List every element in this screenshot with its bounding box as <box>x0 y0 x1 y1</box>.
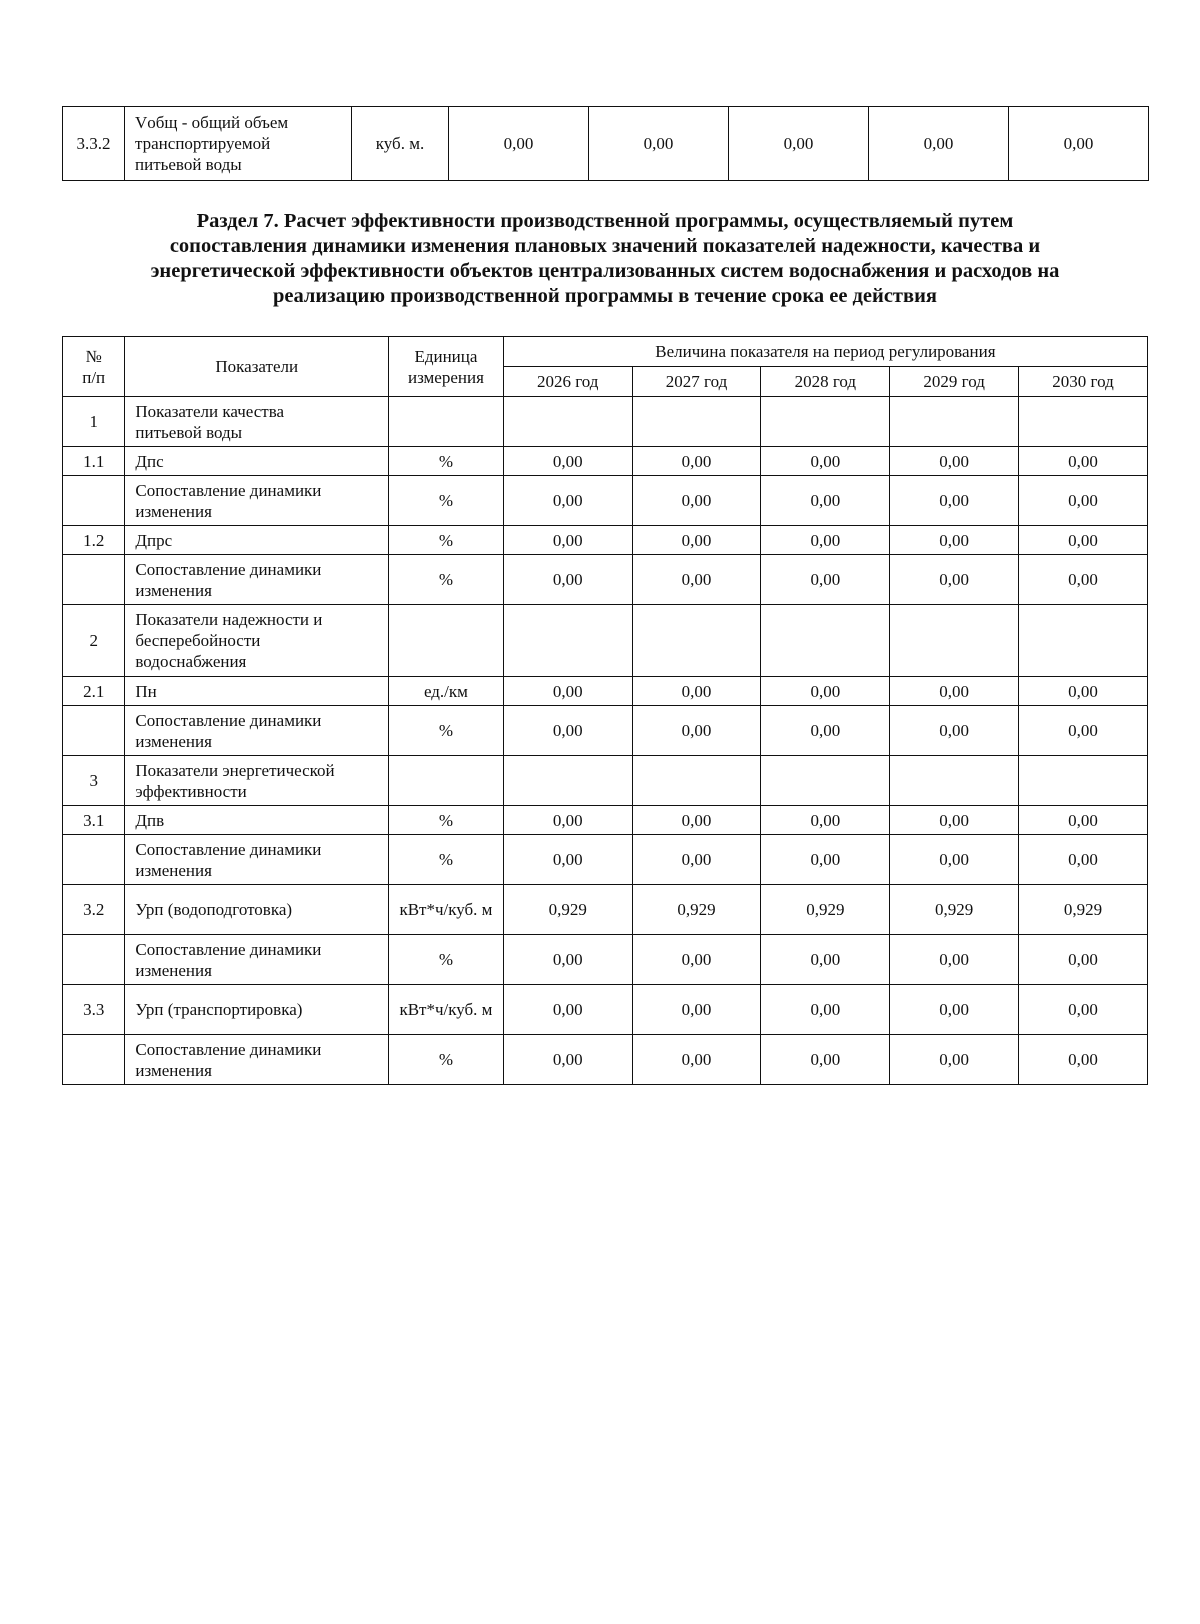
name-line: изменения <box>135 501 212 521</box>
value-cell <box>632 605 761 677</box>
header-indicators: Показатели <box>125 337 389 397</box>
table-row <box>63 476 1148 526</box>
value-cell: 0,929 <box>890 885 1019 935</box>
row-number <box>63 706 125 756</box>
value-cell <box>632 756 761 806</box>
header-line: № <box>85 346 102 366</box>
indicator-name <box>125 885 389 935</box>
value-cell: 0,00 <box>890 555 1019 605</box>
row-number: 3.2 <box>63 885 125 935</box>
name-line: изменения <box>135 580 212 600</box>
name-line: Урп (транспортировка) <box>135 1000 303 1019</box>
value-cell: 0,00 <box>1019 985 1148 1035</box>
value-cell: 0,00 <box>761 677 890 706</box>
header-unit <box>389 337 504 397</box>
name-line: Сопоставление динамики <box>135 480 322 500</box>
value-cell: 0,00 <box>1019 447 1148 476</box>
value-cell: 0,929 <box>761 885 890 935</box>
header-line: Единица <box>414 346 478 366</box>
header-num <box>63 337 125 397</box>
value-cell: 0,00 <box>632 706 761 756</box>
value-cell: 0,00 <box>632 476 761 526</box>
value-cell: 0,00 <box>632 447 761 476</box>
unit-cell: % <box>389 935 504 985</box>
table-row <box>63 835 1148 885</box>
title-line: реализацию производственной программы в течение срока ее действия <box>273 285 937 307</box>
value-cell: 0,00 <box>890 985 1019 1035</box>
unit-cell <box>389 605 504 677</box>
unit-cell <box>389 756 504 806</box>
table-row <box>63 1035 1148 1085</box>
value-cell: 0,00 <box>761 806 890 835</box>
indicator-name <box>125 835 389 885</box>
value-cell: 0,00 <box>503 806 632 835</box>
name-line: Vобщ - общий объем <box>135 113 289 132</box>
name-line: Дпрс <box>135 530 173 550</box>
name-line: эффективности <box>135 781 247 801</box>
value-cell: 0,00 <box>632 985 761 1035</box>
row-number <box>63 835 125 885</box>
row-number: 1.1 <box>63 447 125 476</box>
value-cell: 0,929 <box>1019 885 1148 935</box>
value-cell <box>632 397 761 447</box>
name-line: Дпс <box>135 451 164 471</box>
indicator-name <box>125 985 389 1035</box>
name-line: водоснабжения <box>135 652 247 671</box>
efficiency-table <box>62 336 1148 1085</box>
row-number <box>63 476 125 526</box>
header-period: Величина показателя на период регулирования <box>503 337 1147 367</box>
row-number: 3 <box>63 756 125 806</box>
value-cell: 0,00 <box>869 107 1009 181</box>
value-cell <box>503 397 632 447</box>
title-line: сопоставления динамики изменения плановых значений показателей надежности, качества и <box>169 235 1041 257</box>
value-cell: 0,00 <box>632 526 761 555</box>
header-year: 2026 год <box>503 367 632 397</box>
value-cell: 0,00 <box>761 835 890 885</box>
value-cell: 0,00 <box>1019 555 1148 605</box>
indicator-name <box>125 706 389 756</box>
value-cell <box>761 756 890 806</box>
unit-cell <box>389 397 504 447</box>
row-number: 3.3.2 <box>63 107 125 181</box>
name-line: изменения <box>135 960 212 980</box>
value-cell: 0,00 <box>890 706 1019 756</box>
value-cell: 0,00 <box>1019 835 1148 885</box>
value-cell: 0,00 <box>503 476 632 526</box>
name-line: Дпв <box>135 810 165 830</box>
value-cell: 0,00 <box>503 706 632 756</box>
value-cell <box>890 397 1019 447</box>
value-cell: 0,929 <box>503 885 632 935</box>
table-row <box>63 706 1148 756</box>
table-row <box>63 447 1148 476</box>
value-cell: 0,00 <box>761 706 890 756</box>
row-number: 3.3 <box>63 985 125 1035</box>
continuation-table <box>62 106 1149 181</box>
value-cell: 0,00 <box>503 835 632 885</box>
value-cell: 0,00 <box>632 935 761 985</box>
value-cell: 0,00 <box>761 1035 890 1085</box>
unit-cell: % <box>389 476 504 526</box>
indicator-name <box>125 107 352 181</box>
value-cell: 0,00 <box>503 985 632 1035</box>
value-cell: 0,00 <box>890 835 1019 885</box>
header-year: 2029 год <box>890 367 1019 397</box>
value-cell: 0,00 <box>1019 1035 1148 1085</box>
value-cell <box>503 605 632 677</box>
unit-cell: ед./км <box>389 677 504 706</box>
name-line: Сопоставление динамики <box>135 1039 322 1059</box>
name-line: Урп (водоподготовка) <box>135 900 293 919</box>
table-row <box>63 677 1148 706</box>
indicator-name <box>125 526 389 555</box>
table-row <box>63 107 1149 181</box>
value-cell: 0,00 <box>1019 526 1148 555</box>
header-year: 2030 год <box>1019 367 1148 397</box>
header-line: измерения <box>407 367 484 387</box>
value-cell: 0,00 <box>1009 107 1149 181</box>
header-year: 2028 год <box>761 367 890 397</box>
name-line: питьевой воды <box>135 422 243 442</box>
table-row <box>63 756 1148 806</box>
name-line: изменения <box>135 731 212 751</box>
value-cell: 0,00 <box>890 526 1019 555</box>
value-cell: 0,00 <box>632 835 761 885</box>
row-number: 3.1 <box>63 806 125 835</box>
name-line: Показатели качества <box>135 401 285 421</box>
table-row <box>63 555 1148 605</box>
value-cell <box>761 605 890 677</box>
value-cell: 0,00 <box>503 447 632 476</box>
unit-cell: % <box>389 806 504 835</box>
value-cell: 0,00 <box>503 677 632 706</box>
value-cell: 0,00 <box>503 555 632 605</box>
unit-cell: % <box>389 555 504 605</box>
unit-cell: % <box>389 447 504 476</box>
indicator-name <box>125 605 389 677</box>
name-line: изменения <box>135 860 212 880</box>
value-cell: 0,00 <box>632 806 761 835</box>
title-line: энергетической эффективности объектов централизованных систем водоснабжения и расходов на <box>150 260 1060 282</box>
value-cell: 0,00 <box>761 447 890 476</box>
value-cell: 0,00 <box>632 677 761 706</box>
value-cell: 0,00 <box>589 107 729 181</box>
row-number: 1 <box>63 397 125 447</box>
indicator-name <box>125 935 389 985</box>
indicator-name <box>125 555 389 605</box>
value-cell <box>761 397 890 447</box>
name-line: Сопоставление динамики <box>135 839 322 859</box>
name-line: Показатели энергетической <box>135 760 335 780</box>
value-cell: 0,00 <box>890 935 1019 985</box>
title-line: Раздел 7. Расчет эффективности производственной программы, осуществляемый путем <box>196 210 1014 232</box>
value-cell <box>890 756 1019 806</box>
value-cell: 0,00 <box>761 935 890 985</box>
value-cell: 0,00 <box>761 555 890 605</box>
value-cell: 0,00 <box>890 806 1019 835</box>
value-cell: 0,00 <box>729 107 869 181</box>
table-row <box>63 526 1148 555</box>
row-number: 2 <box>63 605 125 677</box>
row-number <box>63 1035 125 1085</box>
unit-cell: кВт*ч/куб. м <box>389 985 504 1035</box>
name-line: транспортируемой <box>135 134 271 153</box>
table-row <box>63 985 1148 1035</box>
table-row <box>63 397 1148 447</box>
value-cell: 0,00 <box>449 107 589 181</box>
value-cell: 0,00 <box>890 447 1019 476</box>
name-line: изменения <box>135 1060 212 1080</box>
value-cell: 0,00 <box>890 476 1019 526</box>
unit-cell: кВт*ч/куб. м <box>389 885 504 935</box>
indicator-name <box>125 1035 389 1085</box>
indicator-name <box>125 756 389 806</box>
value-cell: 0,00 <box>1019 677 1148 706</box>
value-cell: 0,00 <box>890 1035 1019 1085</box>
value-cell: 0,929 <box>632 885 761 935</box>
name-line: Сопоставление динамики <box>135 559 322 579</box>
value-cell: 0,00 <box>503 1035 632 1085</box>
indicator-name <box>125 677 389 706</box>
value-cell: 0,00 <box>503 526 632 555</box>
section-title <box>60 209 1150 309</box>
table-row <box>63 935 1148 985</box>
table-row <box>63 806 1148 835</box>
name-line: бесперебойности <box>135 631 261 650</box>
value-cell: 0,00 <box>761 476 890 526</box>
header-line: п/п <box>82 367 106 387</box>
value-cell <box>1019 605 1148 677</box>
row-number <box>63 555 125 605</box>
indicator-name <box>125 476 389 526</box>
table-body <box>63 397 1148 1085</box>
value-cell: 0,00 <box>1019 476 1148 526</box>
row-number: 1.2 <box>63 526 125 555</box>
unit-cell: % <box>389 706 504 756</box>
value-cell <box>890 605 1019 677</box>
unit-cell: % <box>389 835 504 885</box>
indicator-name <box>125 397 389 447</box>
value-cell: 0,00 <box>1019 935 1148 985</box>
value-cell <box>1019 756 1148 806</box>
row-number: 2.1 <box>63 677 125 706</box>
value-cell: 0,00 <box>761 526 890 555</box>
name-line: Сопоставление динамики <box>135 710 322 730</box>
indicator-name <box>125 806 389 835</box>
value-cell <box>503 756 632 806</box>
unit-cell: куб. м. <box>352 107 449 181</box>
value-cell: 0,00 <box>632 555 761 605</box>
name-line: Показатели надежности и <box>135 610 323 629</box>
unit-cell: % <box>389 1035 504 1085</box>
unit-cell: % <box>389 526 504 555</box>
row-number <box>63 935 125 985</box>
value-cell: 0,00 <box>632 1035 761 1085</box>
name-line: Пн <box>135 681 157 701</box>
table-row <box>63 605 1148 677</box>
table-row <box>63 885 1148 935</box>
header-year: 2027 год <box>632 367 761 397</box>
value-cell: 0,00 <box>503 935 632 985</box>
value-cell: 0,00 <box>1019 706 1148 756</box>
value-cell: 0,00 <box>761 985 890 1035</box>
value-cell: 0,00 <box>1019 806 1148 835</box>
header-row <box>63 337 1148 367</box>
name-line: питьевой воды <box>135 155 242 174</box>
indicator-name <box>125 447 389 476</box>
value-cell: 0,00 <box>890 677 1019 706</box>
name-line: Сопоставление динамики <box>135 939 322 959</box>
value-cell <box>1019 397 1148 447</box>
